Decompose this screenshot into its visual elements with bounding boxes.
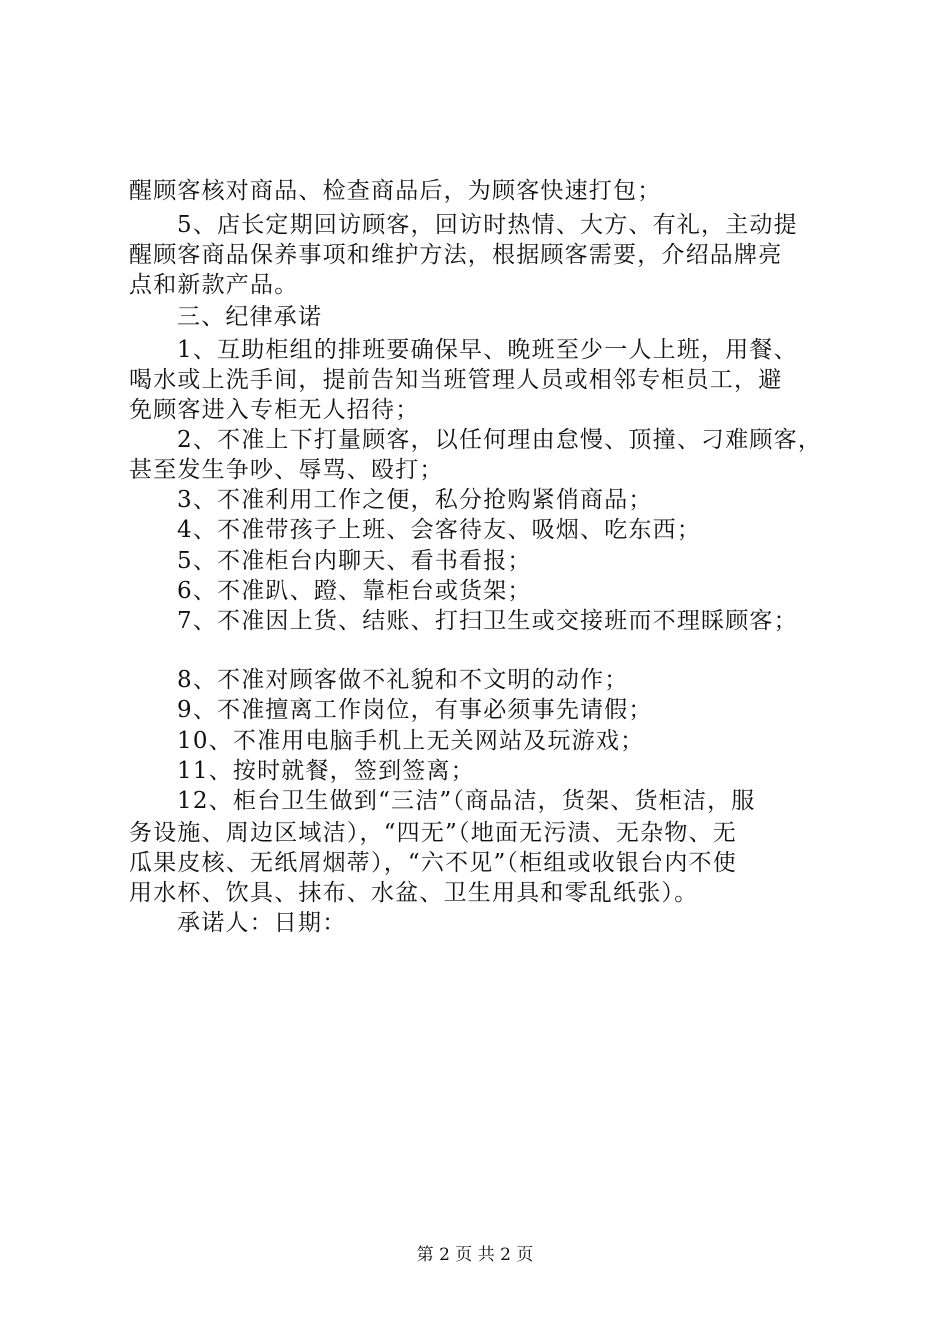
- text-line: 1、互助柜组的排班要确保早、晚班至少一人上班，用餐、: [177, 337, 798, 363]
- page-number-footer: 第 2 页 共 2 页: [416, 1245, 534, 1265]
- text-line: 点和新款产品。: [129, 272, 299, 298]
- section-heading: 三、纪律承诺: [177, 304, 323, 330]
- text-line: 8、不准对顾客做不礼貌和不文明的动作；: [177, 667, 629, 693]
- text-line: 6、不准趴、蹬、靠柜台或货架；: [177, 578, 532, 604]
- text-line: 甚至发生争吵、辱骂、殴打；: [129, 457, 444, 483]
- text-line: 务设施、周边区域洁），“四无”（地面无污渍、无杂物、无: [129, 820, 737, 846]
- text-line: 醒顾客商品保养事项和维护方法，根据顾客需要，介绍品牌亮: [129, 242, 783, 268]
- text-line: 10、不准用电脑手机上无关网站及玩游戏；: [177, 728, 645, 754]
- text-line: 5、不准柜台内聊天、看书看报；: [177, 548, 532, 574]
- text-line: 瓜果皮核、无纸屑烟蒂），“六不见”（柜组或收银台内不使: [129, 850, 737, 876]
- text-line: 免顾客进入专柜无人招待；: [129, 397, 420, 423]
- text-line: 2、不准上下打量顾客，以任何理由怠慢、顶撞、刁难顾客，: [177, 427, 823, 453]
- text-line: 用水杯、饮具、抹布、水盆、卫生用具和零乱纸张）。: [129, 880, 699, 906]
- text-line: 醒顾客核对商品、检查商品后，为顾客快速打包；: [129, 178, 662, 204]
- text-line: 3、不准利用工作之便，私分抢购紧俏商品；: [177, 487, 653, 513]
- text-line: 9、不准擅离工作岗位，有事必须事先请假；: [177, 697, 653, 723]
- text-line: 11、按时就餐，签到签离；: [177, 758, 475, 784]
- text-line: 喝水或上洗手间，提前告知当班管理人员或相邻专柜员工，避: [129, 367, 783, 393]
- text-line: 5、店长定期回访顾客，回访时热情、大方、有礼，主动提: [177, 212, 798, 238]
- text-line: 12、柜台卫生做到“三洁”（商品洁，货架、货柜洁，服: [177, 788, 756, 814]
- text-line: 7、不准因上货、结账、打扫卫生或交接班而不理睬顾客；: [177, 608, 798, 634]
- text-line: 4、不准带孩子上班、会客待友、吸烟、吃东西；: [177, 517, 702, 543]
- signature-line: 承诺人：日期：: [177, 910, 347, 936]
